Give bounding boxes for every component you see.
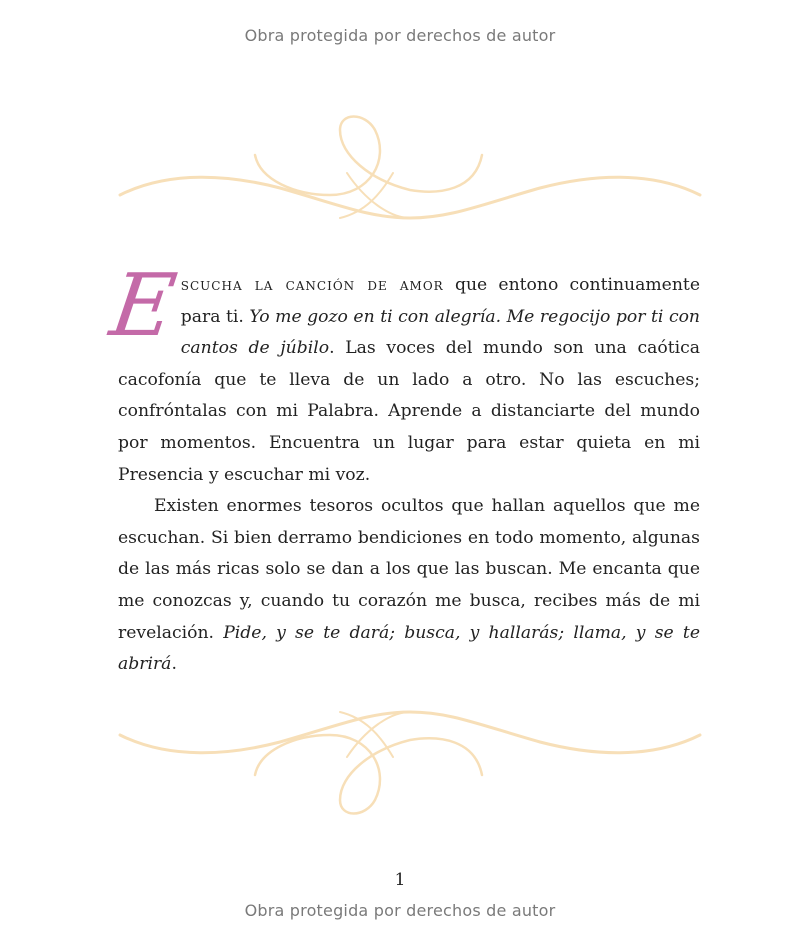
- paragraph-1: [104, 256, 700, 491]
- p2-text-1: Existen enormes tesoros ocultos que hallan aquellos que me escuchan. Si bien derramo bendiciones en todo momento, algunas de las más ricas solo se dan a los que las buscan. Me encanta que me conozcas y, cuando tu corazón me busca, recibes más de mi revelación.: [118, 496, 700, 643]
- copyright-watermark-top: Obra protegida por derechos de autor: [244, 26, 556, 45]
- page-number: 1: [394, 870, 406, 890]
- p2-text-2: .: [171, 654, 177, 675]
- copyright-watermark-bottom: Obra protegida por derechos de autor: [244, 901, 556, 920]
- flourish-divider-icon: [110, 700, 710, 830]
- paragraph-2: [118, 491, 700, 681]
- opening-smallcaps: scucha la canción de amor: [180, 275, 444, 295]
- p1-text-1: que entono continuamente para ti.: [180, 275, 700, 327]
- p2-italic-quote: Pide, y se te dará; busca, y hallarás; llama, y se te abrirá: [118, 622, 700, 675]
- drop-cap: E: [104, 256, 182, 356]
- flourish-divider-icon: [110, 100, 710, 230]
- p1-text-2: . Las voces del mundo son una caótica cacofonía que te lleva de un lado a otro. No las escuches; confróntalas con mi Palabra. Aprende a distanciarte del mundo por momentos. Encuentra un lugar para estar quieta en mi Presencia y escuchar mi voz.: [118, 338, 700, 485]
- body-text: [104, 256, 700, 681]
- p1-italic-quote: Yo me gozo en ti con alegría. Me regocijo por ti con cantos de júbilo: [180, 306, 700, 359]
